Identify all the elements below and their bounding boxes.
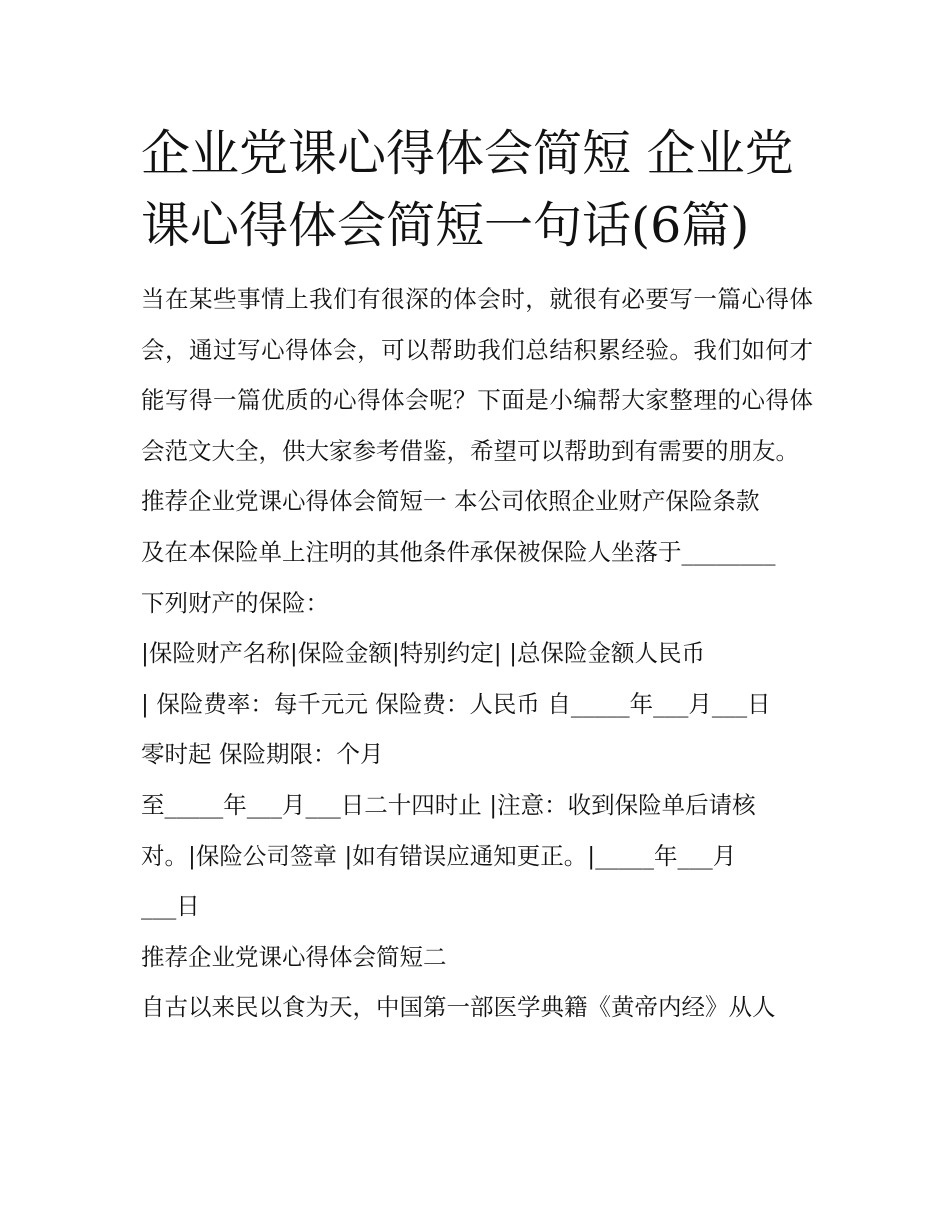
section-two-paragraph: 自古以来民以食为天，中国第一部医学典籍《黄帝内经》从人 bbox=[141, 993, 776, 1022]
section-one-line: ___日 bbox=[141, 892, 200, 921]
section-one-line: 下列财产的保险： bbox=[141, 588, 329, 617]
section-one-line: | 保险费率：每千元元 保险费：人民币 自_____年___月___日 bbox=[141, 689, 771, 718]
document-body bbox=[141, 118, 813, 1033]
section-one-line: 及在本保险单上注明的其他条件承保被保险人坐落于________ bbox=[141, 537, 776, 566]
section-one-line: 零时起 保险期限：个月 bbox=[141, 740, 384, 769]
intro-paragraph: 当在某些事情上我们有很深的体会时，就很有必要写一篇心得体会，通过写心得体会，可以帮助我们总结积累经验。我们如何才能写得一篇优质的心得体会呢？下面是小编帮大家整理的心得体会范文大全，供大家参考借鉴，希望可以帮助到有需要的朋友。 bbox=[141, 285, 813, 465]
section-one bbox=[141, 476, 813, 931]
title-spacer bbox=[141, 262, 813, 274]
section-one-line: |保险财产名称|保险金额|特别约定| |总保险金额人民币 bbox=[141, 639, 706, 668]
section-one-line: 对。|保险公司签章 |如有错误应通知更正。|_____年___月 bbox=[141, 841, 737, 870]
section-one-line: 推荐企业党课心得体会简短一 本公司依照企业财产保险条款 bbox=[141, 487, 760, 516]
section-two-heading: 推荐企业党课心得体会简短二 bbox=[141, 942, 447, 971]
section-one-line: 至_____年___月___日二十四时止 |注意：收到保险单后请核 bbox=[141, 790, 756, 819]
document-title: 企业党课心得体会简短 企业党课心得体会简短一句话(6篇) bbox=[141, 125, 794, 254]
